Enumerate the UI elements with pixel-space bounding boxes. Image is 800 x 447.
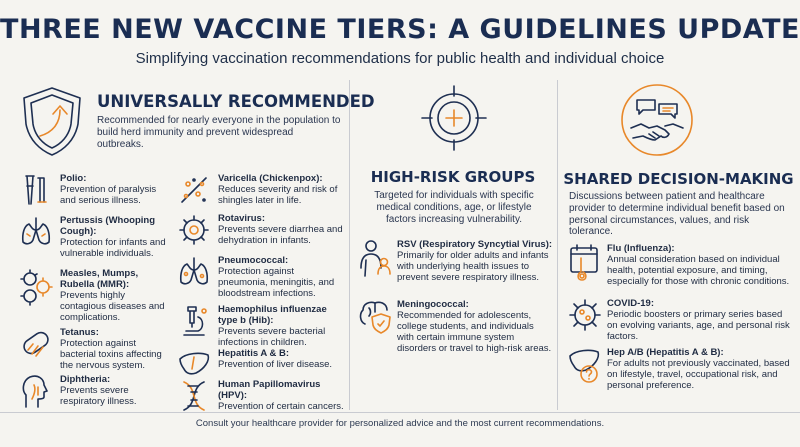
column-divider (349, 80, 350, 410)
rotavirus-icon (176, 212, 212, 248)
coronavirus-icon (567, 297, 603, 333)
vaccine-description: Protection against pneumonia, meningitis, and bloodstream infections. (218, 265, 335, 299)
vaccine-description: Prevents severe bacterial infections in children. (218, 325, 326, 348)
vaccine-name: Pertussis (Whooping Cough): (60, 215, 155, 237)
vaccine-name: Haemophilus influenzae type b (Hib): (218, 304, 327, 326)
page-subtitle: Simplifying vaccination recommendations for public health and individual choice (135, 50, 665, 67)
vaccine-name: Diphtheria: (60, 374, 111, 385)
column-divider (557, 80, 558, 410)
vaccine-description: Protection against bacterial toxins affecting the nervous system. (60, 337, 162, 371)
high-risk-tier-description: Targeted for individuals with specific medical conditions, age, or lifestyle factors increasing vulnerability. (374, 190, 534, 225)
vaccine-description: Recommended for adolescents, college students, and individuals with certain immune system disorders or travel to high-risk areas. (397, 309, 552, 354)
vaccine-name: Rotavirus: (218, 213, 265, 224)
microscope-icon (176, 303, 212, 339)
vaccine-description: Prevention of paralysis and serious illness. (60, 183, 157, 206)
vaccine-description: Reduces severity and risk of shingles later in life. (218, 183, 338, 206)
throat-icon (18, 373, 54, 409)
vaccine-name: Human Papillomavirus (HPV): (218, 379, 321, 401)
elder-infant-icon (357, 238, 393, 278)
footer-divider (0, 412, 800, 413)
target-crosshair-icon (420, 84, 488, 152)
vaccine-name: COVID-19: (607, 298, 654, 309)
vaccine-name: Tetanus: (60, 327, 99, 338)
lungs-icon (18, 214, 54, 250)
vaccine-description: Prevention of liver disease. (218, 358, 333, 370)
vaccine-name: Meningococcal: (397, 299, 469, 310)
thermometer-calendar-icon (567, 242, 603, 282)
vaccine-name: Measles, Mumps, Rubella (MMR): (60, 268, 139, 290)
dna-icon (176, 378, 212, 414)
bacterium-icon (18, 326, 54, 362)
vaccine-name: RSV (Respiratory Syncytial Virus): (397, 239, 553, 250)
crutches-icon (18, 172, 54, 208)
brain-shield-icon (357, 298, 393, 334)
vaccine-description: Periodic boosters or primary series based on evolving variants, age, and personal risk factors. (607, 308, 790, 342)
lungs-icon (176, 254, 212, 290)
shield-arrow-icon (18, 84, 86, 158)
vaccine-description: Prevents highly contagious diseases and complications. (60, 289, 165, 323)
vaccine-description: Prevention of certain cancers. (218, 400, 344, 412)
vaccine-description: Annual consideration based on individual health, potential exposure, and timing, especially for those with chronic conditions. (607, 253, 790, 287)
high-risk-tier-title: HIGH-RISK GROUPS (370, 168, 536, 186)
rash-icon (176, 172, 212, 208)
universal-tier-description: Recommended for nearly everyone in the population to build herd immunity and prevent widespread outbreaks. (97, 115, 341, 150)
vaccine-name: Varicella (Chickenpox): (218, 173, 323, 184)
vaccine-name: Hepatitis A & B: (218, 348, 290, 359)
universal-tier-title: UNIVERSALLY RECOMMENDED (97, 92, 375, 111)
vaccine-name: Flu (Influenza): (607, 243, 675, 254)
liver-question-icon (567, 346, 603, 386)
virus-cluster-icon (18, 267, 54, 307)
vaccine-description: Primarily for older adults and infants with underlying health issues to prevent severe respiratory illness. (397, 249, 549, 283)
footer-note: Consult your healthcare provider for personalized advice and the most current recommendations. (195, 418, 605, 429)
vaccine-description: Prevents severe diarrhea and dehydration in infants. (218, 223, 343, 246)
vaccine-name: Polio: (60, 173, 87, 184)
page-title: THREE NEW VACCINE TIERS: A GUIDELINES UPDATE (0, 14, 800, 45)
vaccine-name: Hep A/B (Hepatitis A & B): (607, 347, 724, 358)
shared-tier-description: Discussions between patient and healthcare provider to determine individual benefit based on personal circumstances, values, and risk tolerance. (569, 191, 785, 238)
vaccine-description: Prevents severe respiratory illness. (60, 384, 137, 407)
vaccine-description: Protection for infants and vulnerable individuals. (60, 236, 166, 259)
vaccine-description: For adults not previously vaccinated, based on lifestyle, travel, occupational risk, and personal preference. (607, 357, 790, 391)
vaccine-name: Pneumococcal: (218, 255, 289, 266)
handshake-chat-icon (619, 82, 695, 158)
shared-tier-title: SHARED DECISION-MAKING (563, 170, 794, 188)
